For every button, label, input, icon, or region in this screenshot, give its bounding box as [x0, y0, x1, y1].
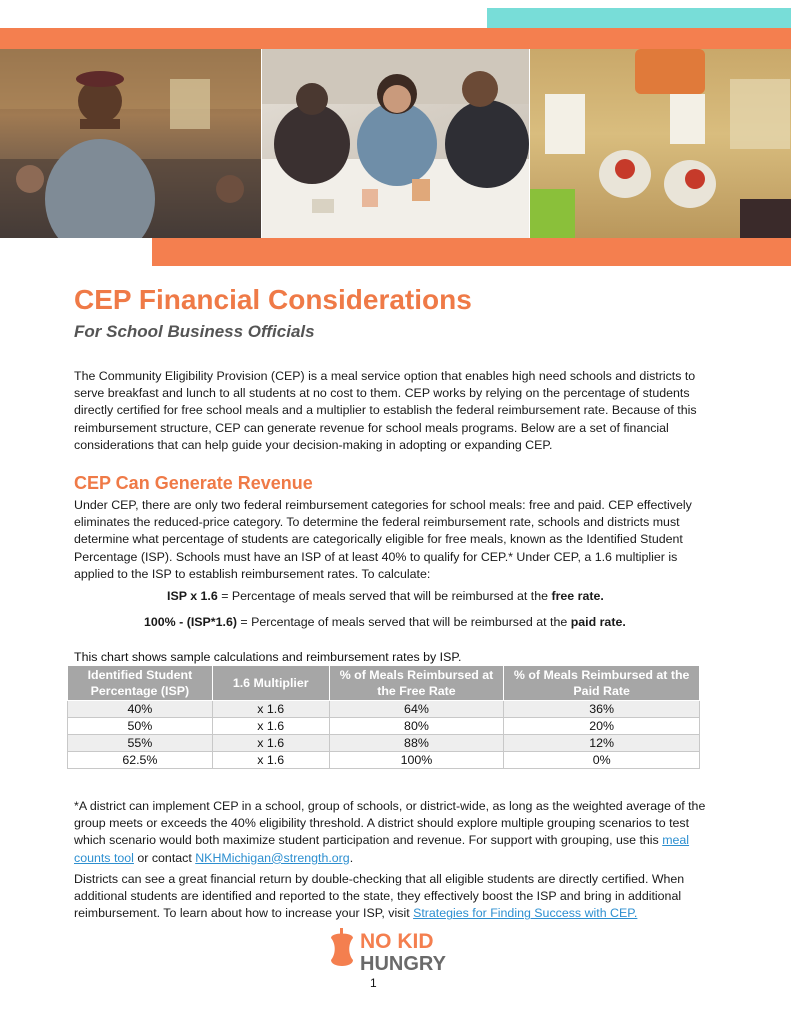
table-cell: 40%	[68, 701, 213, 718]
table-cell: 12%	[504, 735, 700, 752]
table-cell: 50%	[68, 718, 213, 735]
table-cell: 100%	[329, 752, 504, 769]
table-cell: 0%	[504, 752, 700, 769]
header-orange-bar	[0, 28, 791, 49]
table-cell: 62.5%	[68, 752, 213, 769]
closing-paragraph	[74, 871, 720, 923]
table-header-multiplier: 1.6 Multiplier	[212, 666, 329, 701]
strategies-link[interactable]: Strategies for Finding Success with CEP.	[413, 906, 638, 921]
formula-paid-rate-label: paid rate.	[570, 615, 626, 629]
photo-overhead-lunch-trays	[530, 49, 791, 238]
formula-free-rate	[167, 589, 604, 603]
formula-paid-mid: = Percentage of meals served that will be reimbursed at the	[236, 615, 571, 629]
table-row	[68, 735, 700, 752]
page-number: 1	[370, 976, 377, 990]
photo-students-art	[262, 49, 529, 238]
svg-text:HUNGRY: HUNGRY	[360, 953, 446, 974]
no-kid-hungry-logo	[327, 926, 467, 974]
meal-counts-tool-link[interactable]: meal counts tool	[74, 833, 690, 865]
photo-students-at-lunch-table	[262, 49, 529, 238]
table-cell: x 1.6	[212, 735, 329, 752]
footnote-end: .	[349, 850, 354, 865]
photo-cafeteria-worker	[0, 49, 261, 238]
contact-email-link[interactable]: NKHMichigan@strength.org	[195, 850, 350, 865]
formula-paid-lhs: 100% - (ISP*1.6)	[144, 615, 237, 629]
intro-paragraph: The Community Eligibility Provision (CEP) is a meal service option that enables high need schools and districts to serve breakfast and lunch to all students at no cost to them. CEP works by relying on the percentage of students directly certified for free school meals and a multiplier to establish the federal reimbursement rate. Because of this reimbursement structure, CEP can generate revenue for school meals programs. Below are a set of financial considerations that can help guide your decision-making in adopting or expanding CEP.	[74, 369, 697, 452]
table-header-isp: Identified Student Percentage (ISP)	[68, 666, 213, 701]
formula-paid-rate	[144, 615, 626, 629]
table-cell: x 1.6	[212, 752, 329, 769]
table-row	[68, 718, 700, 735]
table-cell: 88%	[329, 735, 504, 752]
isp-table	[67, 665, 700, 769]
section-heading-revenue: CEP Can Generate Revenue	[74, 473, 313, 493]
table-intro: This chart shows sample calculations and reimbursement rates by ISP.	[74, 650, 462, 664]
table-header-row	[68, 666, 700, 701]
table-cell: 36%	[504, 701, 700, 718]
photo-cafeteria-worker-art	[0, 49, 261, 238]
table-cell: 55%	[68, 735, 213, 752]
table-row	[68, 752, 700, 769]
page-title: CEP Financial Considerations	[74, 284, 472, 315]
closing-text: Districts can see a great financial return by double-checking that all eligible students are directly certified. When additional students are identified and reported to the state, they effectively boost the ISP and bring in additional reimbursement. To learn about how to increase your ISP, visit	[74, 872, 685, 921]
logo-art	[327, 926, 467, 974]
page-subtitle: For School Business Officials	[74, 322, 315, 341]
formula-free-rate-label: free rate.	[551, 589, 604, 603]
table-cell: x 1.6	[212, 701, 329, 718]
table-header-free-rate: % of Meals Reimbursed at the Free Rate	[329, 666, 504, 701]
table-header-paid-rate: % of Meals Reimbursed at the Paid Rate	[504, 666, 700, 701]
table-row	[68, 701, 700, 718]
svg-text:NO KID: NO KID	[360, 930, 434, 953]
footnote-paragraph	[74, 798, 720, 867]
table-cell: x 1.6	[212, 718, 329, 735]
footnote-text: *A district can implement CEP in a school, group of schools, or district-wide, as long as the weighted average of the group meets or exceeds the 40% eligibility threshold. A district should explore multiple grouping scenarios to test which scenario would both maximize student participation and revenue. For support with grouping, use this	[74, 799, 706, 848]
header-orange-bottom-bar	[152, 238, 791, 266]
photo-trays-art	[530, 49, 791, 238]
footnote-mid: or contact	[133, 850, 196, 865]
table-cell: 20%	[504, 718, 700, 735]
revenue-paragraph: Under CEP, there are only two federal reimbursement categories for school meals: free and paid. CEP effectively eliminates the reduced-price category. To determine the federal reimbursement rate, schools and districts must determine what percentage of students are categorically eligible for free meals, known as the Identified Student Percentage (ISP). Schools must have an ISP of at least 40% to qualify for CEP.* Under CEP, a 1.6 multiplier is applied to the ISP to establish reimbursement rates. To calculate:	[74, 498, 692, 581]
formula-free-lhs: ISP x 1.6	[167, 589, 218, 603]
table-cell: 64%	[329, 701, 504, 718]
table-cell: 80%	[329, 718, 504, 735]
formula-free-mid: = Percentage of meals served that will be reimbursed at the	[217, 589, 552, 603]
apple-core-icon	[331, 928, 353, 966]
